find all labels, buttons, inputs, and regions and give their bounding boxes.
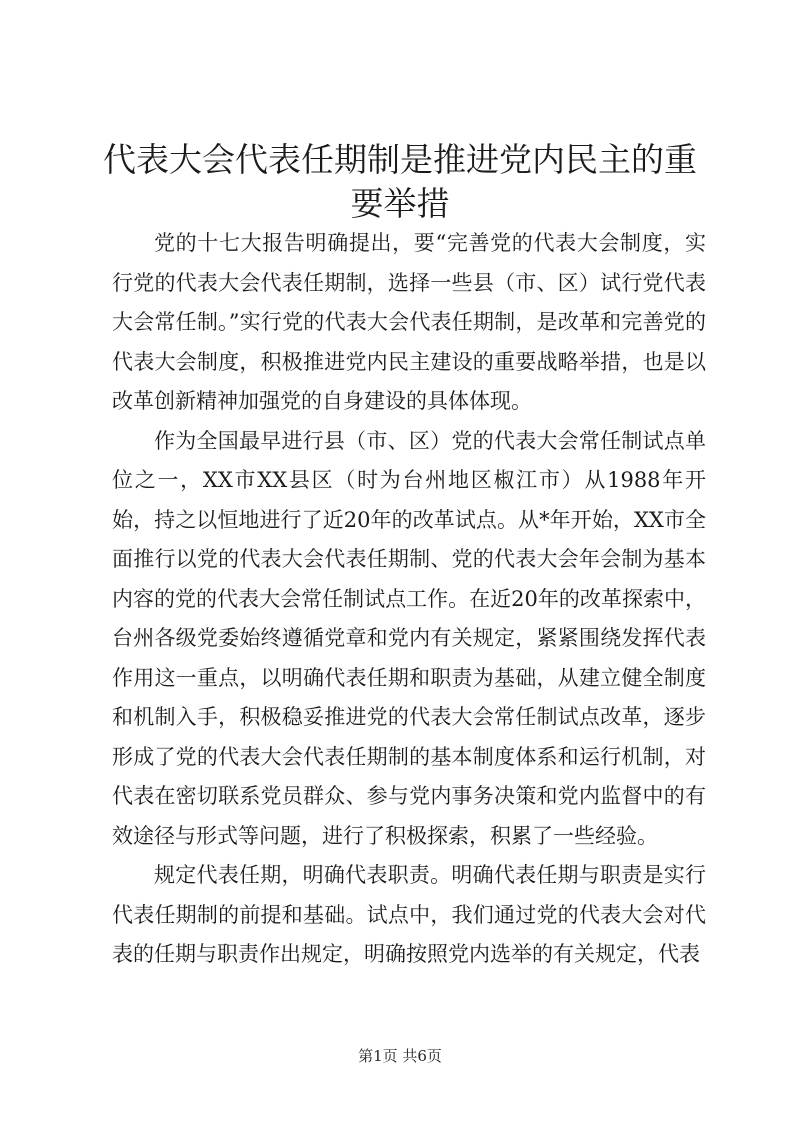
page-footer [0, 1046, 800, 1066]
paragraph-2: 作为全国最早进行县（市、区）党的代表大会常任制试点单位之一，XX市XX县区（时为台州地区椒江市）从1988年开始，持之以恒地进行了近20年的改革试点。从*年开始，XX市全面推行以党的代表大会代表任期制、党的代表大会年会制为基本内容的党的代表大会常任制试点工作。在近20年的改革探索中，台州各级党委始终遵循党章和党内有关规定，紧紧围绕发挥代表作用这一重点，以明确代表任期和职责为基础，从建立健全制度和机制入手，积极稳妥推进党的代表大会常任制试点改革，逐步形成了党的代表大会代表任期制的基本制度体系和运行机制，对代表在密切联系党员群众、参与党内事务决策和党内监督中的有效途径与形式等问题，进行了积极探索，积累了一些经验。 [112, 428, 706, 848]
page-number-label: 第1页 共6页 [358, 1047, 442, 1065]
paragraph-3: 规定代表任期，明确代表职责。明确代表任期与职责是实行代表任期制的前提和基础。试点中，我们通过党的代表大会对代表的任期与职责作出规定，明确按照党内选举的有关规定，代表 [112, 863, 706, 966]
document-title: 代表大会代表任期制是推进党内民主的重要举措 [103, 140, 697, 223]
document-body [112, 224, 706, 975]
paragraph-1: 党的十七大报告明确提出，要“完善党的代表大会制度，实行党的代表大会代表任期制，选择一些县（市、区）试行党代表大会常任制。”实行党的代表大会代表任期制，是改革和完善党的代表大会制度，积极推进党内民主建设的重要战略举措，也是以改革创新精神加强党的自身建设的具体体现。 [112, 231, 706, 413]
